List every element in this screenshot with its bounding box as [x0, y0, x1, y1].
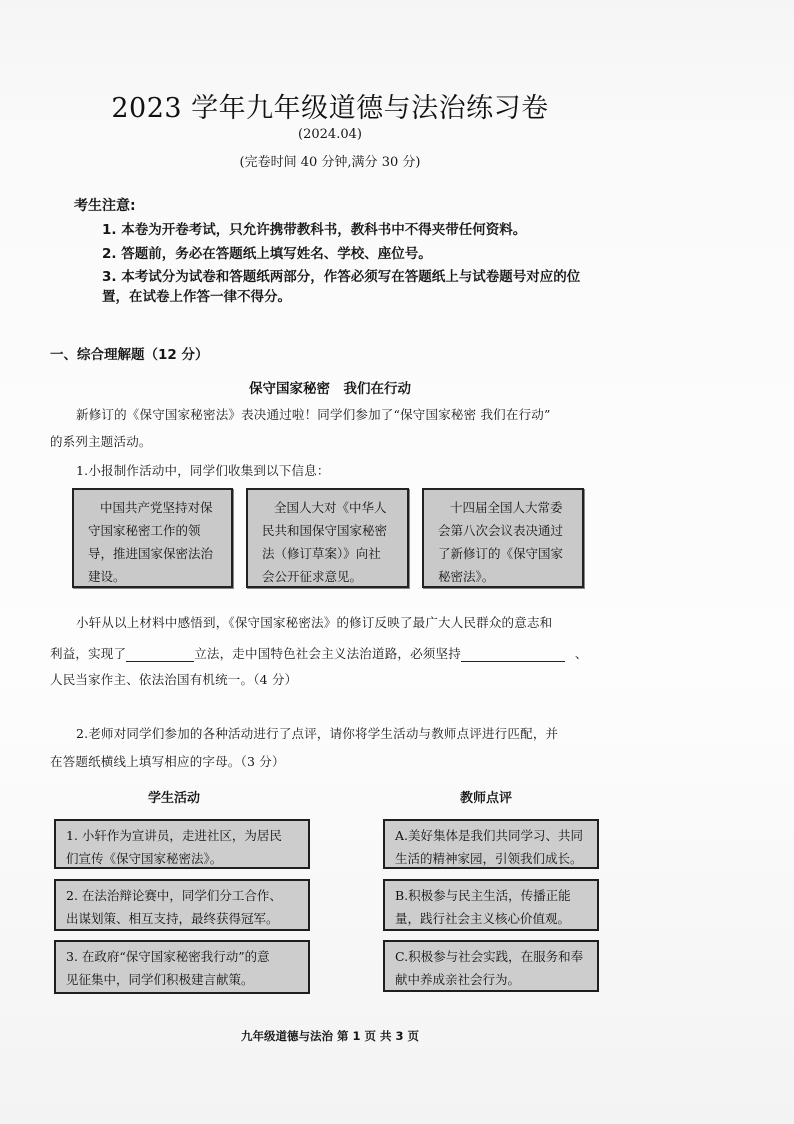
activity-line: 见征集中，同学们积极建言献策。 — [66, 972, 254, 987]
question-text: 、 — [574, 646, 588, 661]
intro-text: 的系列主题活动。 — [50, 434, 152, 449]
answer-blank-1[interactable] — [126, 646, 194, 662]
comment-line: A.美好集体是我们共同学习、共同 — [395, 828, 584, 843]
answer-blank-2[interactable] — [461, 646, 565, 662]
activity-card-2[interactable] — [54, 879, 310, 931]
comment-card-b[interactable] — [383, 879, 599, 931]
notice-item: 1. 本卷为开卷考试，只允许携带教科书，教科书中不得夹带任何资料。 — [102, 222, 527, 238]
question-2-prompt: 在答题纸横线上填写相应的字母。（3 分） — [50, 754, 285, 769]
notice-heading: 考生注意: — [74, 198, 136, 214]
notice-item: 3. 本考试分为试卷和答题纸两部分，作答必须写在答题纸上与试卷题号对应的位 — [102, 269, 581, 285]
comment-line: 量，践行社会主义核心价值观。 — [395, 911, 571, 926]
activity-line: 出谋划策、相互支持，最终获得冠军。 — [66, 911, 279, 926]
question-text: 利益，实现了 — [50, 646, 127, 661]
comment-line: 献中养成亲社会行为。 — [395, 972, 521, 987]
card-line: 会公开征求意见。 — [262, 569, 363, 584]
card-line: 全国人大对《中华人 — [274, 500, 387, 515]
info-card — [72, 488, 233, 588]
card-line: 会第八次会议表决通过 — [438, 523, 564, 538]
question-1-text: 人民当家作主、依法治国有机统一。（4 分） — [50, 672, 298, 687]
card-line: 了新修订的《保守国家 — [438, 546, 564, 561]
activity-card-3[interactable] — [54, 940, 310, 994]
card-line: 建设。 — [88, 569, 126, 584]
section-heading: 一、综合理解题（12 分） — [50, 347, 209, 363]
exam-duration: (完卷时间 40 分钟,满分 30 分) — [239, 155, 421, 170]
notice-item: 置，在试卷上作答一律不得分。 — [102, 289, 291, 305]
comment-line: B.积极参与民主生活，传播正能 — [395, 888, 571, 903]
question-2-prompt: 2.老师对同学们参加的各种活动进行了点评，请你将学生活动与教师点评进行匹配，并 — [76, 726, 559, 741]
topic-title: 保守国家秘密 我们在行动 — [249, 381, 411, 397]
activity-line: 2. 在法治辩论赛中，同学们分工合作、 — [66, 888, 282, 903]
notice-item: 2. 答题前，务必在答题纸上填写姓名、学校、座位号。 — [102, 246, 432, 262]
comment-line: C.积极参与社会实践，在服务和奉 — [395, 949, 584, 964]
comment-card-a[interactable] — [383, 819, 599, 869]
exam-date: (2024.04) — [298, 127, 362, 142]
comment-card-c[interactable] — [383, 940, 599, 992]
question-1-text: 小轩从以上材料中感悟到，《保守国家秘密法》的修订反映了最广大人民群众的意志和 — [76, 615, 553, 630]
activity-line: 1. 小轩作为宣讲员，走进社区，为居民 — [66, 828, 282, 843]
student-activities-heading: 学生活动 — [148, 791, 201, 806]
info-card — [246, 488, 409, 588]
card-line: 守国家秘密工作的领 — [88, 523, 201, 538]
info-card — [422, 488, 584, 588]
activity-line: 们宣传《保守国家秘密法》。 — [66, 851, 223, 866]
activity-line: 3. 在政府“保守国家秘密我行动”的意 — [66, 949, 270, 964]
card-line: 十四届全国人大常委 — [450, 500, 563, 515]
exam-title: 2023 学年九年级道德与法治练习卷 — [111, 93, 549, 124]
page-footer: 九年级道德与法治 第 1 页 共 3 页 — [240, 1029, 420, 1043]
activity-card-1[interactable] — [54, 819, 310, 869]
question-1-prompt: 1.小报制作活动中，同学们收集到以下信息： — [76, 463, 330, 478]
card-line: 秘密法》。 — [438, 569, 495, 584]
comment-line: 生活的精神家园，引领我们成长。 — [395, 851, 583, 866]
card-line: 导，推进国家保密法治 — [88, 546, 214, 561]
intro-text: 新修订的《保守国家秘密法》表决通过啦！同学们参加了“保守国家秘密 我们在行动” — [76, 407, 551, 422]
card-line: 中国共产党坚持对保 — [100, 500, 213, 515]
teacher-comments-heading: 教师点评 — [460, 791, 513, 806]
question-1-text-blanks — [50, 644, 588, 662]
question-text: 立法，走中国特色社会主义法治道路，必须坚持 — [194, 646, 461, 661]
card-line: 法（修订草案）》向社 — [262, 546, 381, 561]
card-line: 民共和国保守国家秘密 — [262, 523, 388, 538]
